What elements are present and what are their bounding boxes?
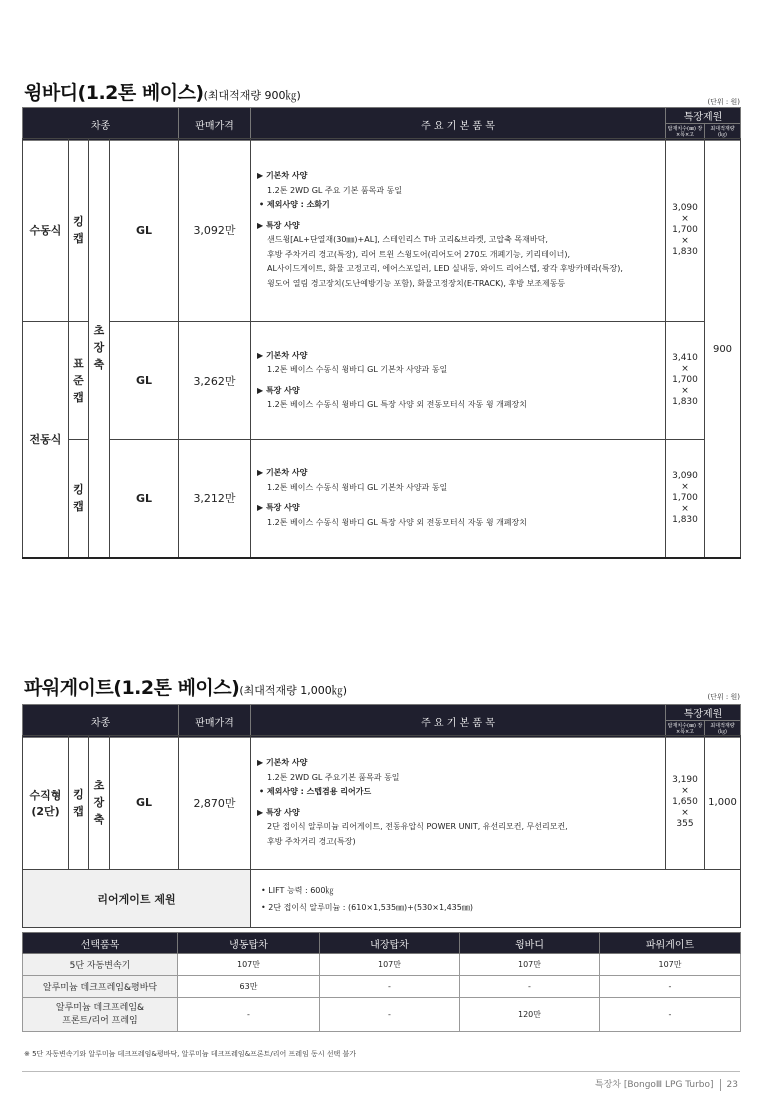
cab-king: 킹캡 <box>69 736 89 870</box>
items-cell: ▶ 기본차 사양 1.2톤 베이스 수동식 윙바디 GL 기본차 사양과 동일 ▶ 특장 사양 1.2톤 베이스 수동식 윙바디 GL 특장 사양 외 전동모터식 자동 윙 개폐장치 <box>251 322 666 440</box>
drive-manual: 수동식 <box>23 139 69 322</box>
spec-dims: 3,090 × 1,700 × 1,830 <box>666 440 705 558</box>
rear-gate-specs: • LIFT 능력 : 600㎏ • 2단 접이식 알루미늄 : (610×1,535㎜)+(530×1,435㎜) <box>251 870 741 928</box>
section1-title: 윙바디(1.2톤 베이스)(최대적재량 900㎏) <box>24 82 301 104</box>
drive-electric: 전동식 <box>23 322 69 558</box>
footer <box>595 1077 738 1091</box>
section2-table: 수직형 (2단) 킹캡 초장축 GL 2,870만 ▶ 기본차 사양 1.2톤 2WD GL 주요기본 품목과 동일 • 제외사양 : 스텝겸용 리어가드 ▶ 특장 사양 2단 접이식 알루미늄 리어게이트, 전동유압식 POWER UNIT, 유선리모컨, 무선리모컨, 후방 주차거리 경고(특장) 3,190 × 1,650 × 355 1,000 리어게이트 제원 • LIFT 능력 : 600㎏ • 2단 접이식 알루미늄 : (610×1,535㎜)+(530×1,435㎜) <box>22 735 741 928</box>
spec-dims: 3,410 × 1,700 × 1,830 <box>666 322 705 440</box>
items-cell: ▶ 기본차 사양 1.2톤 베이스 수동식 윙바디 GL 기본차 사양과 동일 ▶ 특장 사양 1.2톤 베이스 수동식 윙바디 GL 특장 사양 외 전동모터식 자동 윙 개폐장치 <box>251 440 666 558</box>
section2-title: 파워게이트(1.2톤 베이스)(최대적재량 1,000㎏) <box>24 677 348 699</box>
unit-label: (단위 : 원) <box>707 693 740 701</box>
axle-label: 초장축 <box>89 139 110 558</box>
axle-label: 초장축 <box>89 736 110 870</box>
section1-header: 차종 판매가격 주 요 기 본 품 목 특장제원 탑재치수(㎜) 장×폭×고 최대적재량 (㎏) <box>22 107 741 141</box>
spec-dims: 3,090 × 1,700 × 1,830 <box>666 139 705 322</box>
table-row: 5단 자동변속기 107만 107만 107만 107만 <box>23 954 741 976</box>
footnote: ※ 5단 자동변속기와 알루미늄 데크프레임&평바닥, 알루미늄 데크프레임&프론트/리어 프레임 동시 선택 불가 <box>24 1050 357 1058</box>
cab-king: 킹캡 <box>69 440 89 558</box>
max-load: 1,000 <box>705 736 741 870</box>
gate-type: 수직형 (2단) <box>23 736 69 870</box>
max-load: 900 <box>705 139 741 558</box>
items-cell: ▶ 기본차 사양 1.2톤 2WD GL 주요기본 품목과 동일 • 제외사양 : 스텝겸용 리어가드 ▶ 특장 사양 2단 접이식 알루미늄 리어게이트, 전동유압식 POWER UNIT, 유선리모컨, 무선리모컨, 후방 주차거리 경고(특장) <box>251 736 666 870</box>
spec-dims: 3,190 × 1,650 × 355 <box>666 736 705 870</box>
unit-label: (단위 : 원) <box>707 98 740 106</box>
footer-divider <box>22 1071 740 1072</box>
price: 2,870만 <box>179 736 251 870</box>
price: 3,262만 <box>179 322 251 440</box>
options-table: 선택품목 냉동탑차 내장탑차 윙바디 파워게이트 5단 자동변속기 107만 107만 107만 107만 알루미늄 데크프레임&평바닥 63만 - - - 알루미늄 데크프레임& 프론트/리어 프레임 - - 120만 - <box>22 932 741 1032</box>
table-row: 알루미늄 데크프레임&평바닥 63만 - - - <box>23 976 741 998</box>
footer-label: 특장차 [BongoⅢ LPG Turbo] <box>594 1080 714 1090</box>
cab-standard: 표준캡 <box>69 322 89 440</box>
items-cell: ▶ 기본차 사양 1.2톤 2WD GL 주요 기본 품목과 동일 • 제외사양 : 소화기 ▶ 특장 사양 샌드윙[AL+단열재(30㎜)+AL], 스테인리스 T바 고리&브라켓, 고압축 목재바닥, 후방 주차거리 경고(특장), 리어 트윈 스윙도어(리어도어 270도 개폐기능, 키리테이너), AL사이드게이트, 화물 고정고리, 에어스포일러, LED 실내등, 와이드 리어스텝, 광각 후방카메라(특장), 윙도어 열림 경고장치(도난예방기능 포함), 화물고정장치(E-TRACK), 후방 보조제동등 <box>251 139 666 322</box>
price: 3,212만 <box>179 440 251 558</box>
rear-gate-label: 리어게이트 제원 <box>23 870 251 928</box>
section2-header: 차종 판매가격 주 요 기 본 품 목 특장제원 탑재치수(㎜) 장×폭×고 최대적재량 (㎏) <box>22 704 741 738</box>
table-row: 알루미늄 데크프레임& 프론트/리어 프레임 - - 120만 - <box>23 998 741 1032</box>
section1-table: 수동식 킹캡 초장축 GL 3,092만 ▶ 기본차 사양 1.2톤 2WD GL 주요 기본 품목과 동일 • 제외사양 : 소화기 ▶ 특장 사양 샌드윙[AL+단열재(30㎜)+AL], 스테인리스 T바 고리&브라켓, 고압축 목재바닥, 후방 주차거리 경고(특장), 리어 트윈 스윙도어(리어도어 270도 개폐기능, 키리테이너), AL사이드게이트, 화물 고정고리, 에어스포일러, LED 실내등, 와이드 리어스텝, 광각 후방카메라(특장), 윙도어 열림 경고장치(도난예방기능 포함), 화물고정장치(E-TRACK), 후방 보조제동등 3,090 × 1,700 × 1,830 900 전동식 표준캡 GL 3,262만 ▶ 기본차 사양 1.2톤 베이스 수동식 윙바디 GL 기본차 사양과 동일 ▶ 특장 사양 1.2톤 베이스 수동식 윙바디 GL 특장 사양 외 전동모터식 자동 윙 개폐장치 3,410 × 1,700 × 1,830 킹캡 GL 3,212만 ▶ 기본차 사양 1.2톤 베이스 수동식 윙바디 GL 기본차 사양과 동일 ▶ 특장 사양 1.2톤 베이스 수동식 윙바디 GL 특장 사양 외 전동모터식 자동 윙 개폐장치 3,090 × 1,700 × 1,830 <box>22 138 741 559</box>
cab-king: 킹캡 <box>69 139 89 322</box>
price: 3,092만 <box>179 139 251 322</box>
page-number: 23 <box>726 1080 738 1090</box>
